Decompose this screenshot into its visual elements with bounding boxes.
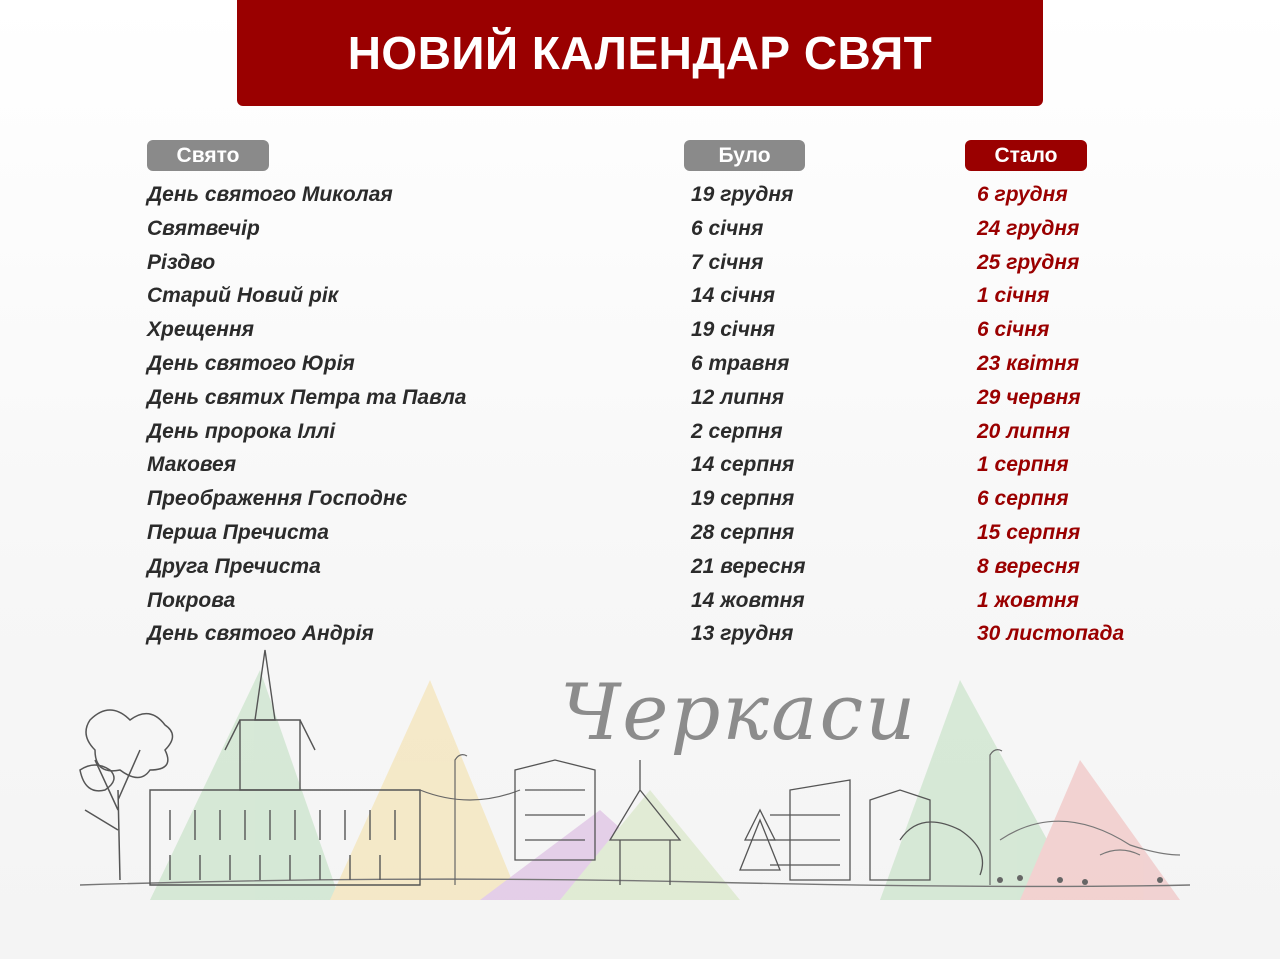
table-row <box>0 212 1280 246</box>
holiday-name: День святого Миколая <box>147 183 393 206</box>
table-row <box>0 516 1280 550</box>
holiday-name: День пророка Іллі <box>147 419 336 443</box>
old-date: 13 грудня <box>691 622 794 646</box>
old-date: 6 травня <box>691 351 790 375</box>
old-date: 7 січня <box>691 250 764 274</box>
new-date: 20 липня <box>977 419 1070 443</box>
new-date: 1 серпня <box>977 453 1069 477</box>
new-date: 30 листопада <box>977 622 1125 646</box>
table-row <box>0 178 1280 212</box>
old-date: 14 січня <box>691 284 775 308</box>
table-row <box>0 381 1280 415</box>
column-header-holiday: Свято <box>147 140 269 171</box>
table-row <box>0 313 1280 347</box>
title-banner <box>237 0 1043 106</box>
new-date: 29 червня <box>977 385 1081 409</box>
holiday-table <box>0 178 1280 651</box>
holiday-name: День святих Петра та Павла <box>147 385 467 409</box>
new-date: 1 січня <box>977 284 1050 308</box>
old-date: 14 жовтня <box>691 588 805 612</box>
old-date: 19 серпня <box>691 487 795 511</box>
holiday-name: День святого Юрія <box>147 351 355 375</box>
new-date: 8 вересня <box>977 554 1080 578</box>
holiday-name: Покрова <box>147 588 236 612</box>
table-row <box>0 550 1280 584</box>
old-date: 21 вересня <box>691 554 806 578</box>
new-date: 23 квітня <box>977 351 1080 375</box>
column-header-new-date: Стало <box>965 140 1087 171</box>
table-row <box>0 415 1280 449</box>
old-date: 19 січня <box>691 318 775 342</box>
new-date: 25 грудня <box>977 250 1080 274</box>
old-date: 28 серпня <box>691 520 795 544</box>
table-row <box>0 448 1280 482</box>
holiday-name: Різдво <box>147 250 216 274</box>
table-row <box>0 246 1280 280</box>
new-date: 6 січня <box>977 318 1050 342</box>
page-title: НОВИЙ КАЛЕНДАР СВЯТ <box>347 27 933 79</box>
old-date: 6 січня <box>691 216 764 240</box>
new-date: 24 грудня <box>977 216 1080 240</box>
new-date: 15 серпня <box>977 520 1081 544</box>
table-row <box>0 482 1280 516</box>
holiday-name: День святого Андрія <box>147 622 374 646</box>
holiday-name: Друга Пречиста <box>147 554 321 578</box>
holiday-name: Перша Пречиста <box>147 520 329 544</box>
old-date: 2 серпня <box>691 419 783 443</box>
table-row <box>0 279 1280 313</box>
column-header-old-date: Було <box>684 140 805 171</box>
old-date: 19 грудня <box>691 183 794 206</box>
table-row <box>0 347 1280 381</box>
table-row <box>0 584 1280 618</box>
holiday-name: Старий Новий рік <box>147 284 339 308</box>
holiday-name: Святвечір <box>147 216 260 240</box>
holiday-name: Маковея <box>147 453 237 477</box>
old-date: 14 серпня <box>691 453 795 477</box>
holiday-name: Преображення Господнє <box>147 487 408 511</box>
new-date: 1 жовтня <box>977 588 1079 612</box>
new-date: 6 серпня <box>977 487 1069 511</box>
old-date: 12 липня <box>691 385 784 409</box>
new-date: 6 грудня <box>977 183 1068 206</box>
holiday-name: Хрещення <box>147 318 255 342</box>
city-signature: Черкаси <box>560 668 918 758</box>
